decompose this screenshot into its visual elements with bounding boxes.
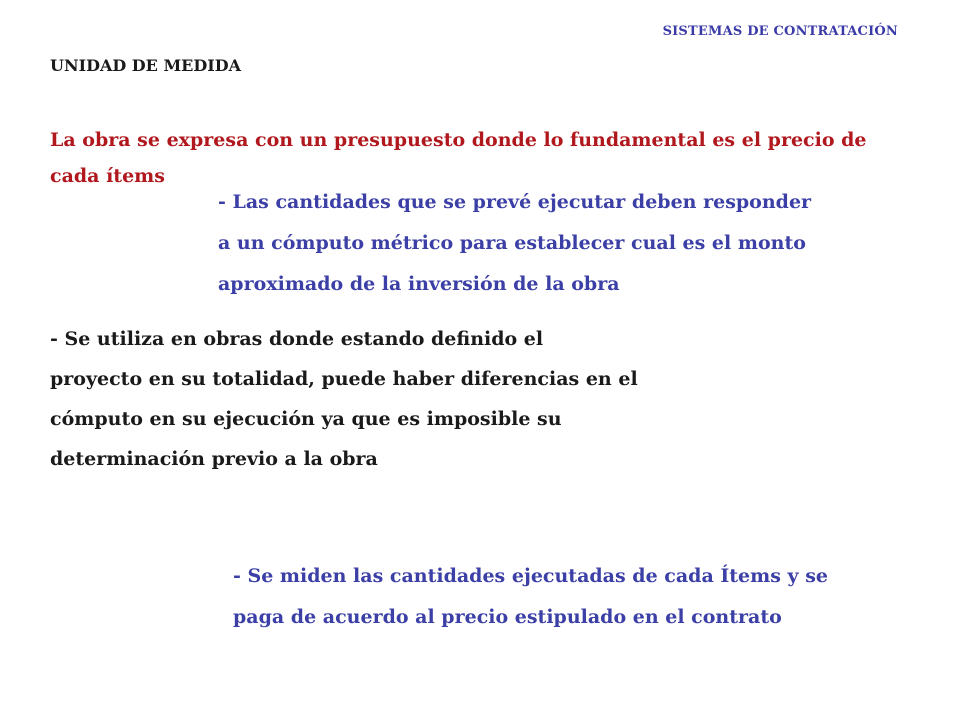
bullet-line: - Las cantidades que se prevé ejecutar deben responder: [218, 191, 812, 213]
bullet-usage: [50, 319, 638, 479]
section-title: UNIDAD DE MEDIDA: [50, 56, 241, 75]
bullet-line: proyecto en su totalidad, puede haber diferencias en el: [50, 368, 638, 390]
bullet-line: - Se miden las cantidades ejecutadas de cada Ítems y se: [233, 565, 828, 587]
bullet-line: paga de acuerdo al precio estipulado en el contrato: [233, 606, 782, 628]
bullet-line: cómputo en su ejecución ya que es imposible su: [50, 408, 562, 430]
bullet-line: aproximado de la inversión de la obra: [218, 273, 620, 295]
bullet-measurement: [233, 556, 828, 638]
bullet-line: a un cómputo métrico para establecer cual es el monto: [218, 232, 806, 254]
intro-line: La obra se expresa con un presupuesto donde lo fundamental es el precio de: [50, 129, 867, 151]
bullet-quantities: [218, 182, 811, 305]
bullet-line: determinación previo a la obra: [50, 448, 378, 470]
intro-line: cada ítems: [50, 165, 165, 187]
bullet-line: - Se utiliza en obras donde estando definido el: [50, 328, 544, 350]
header-title: SISTEMAS DE CONTRATACIÓN: [662, 24, 898, 39]
